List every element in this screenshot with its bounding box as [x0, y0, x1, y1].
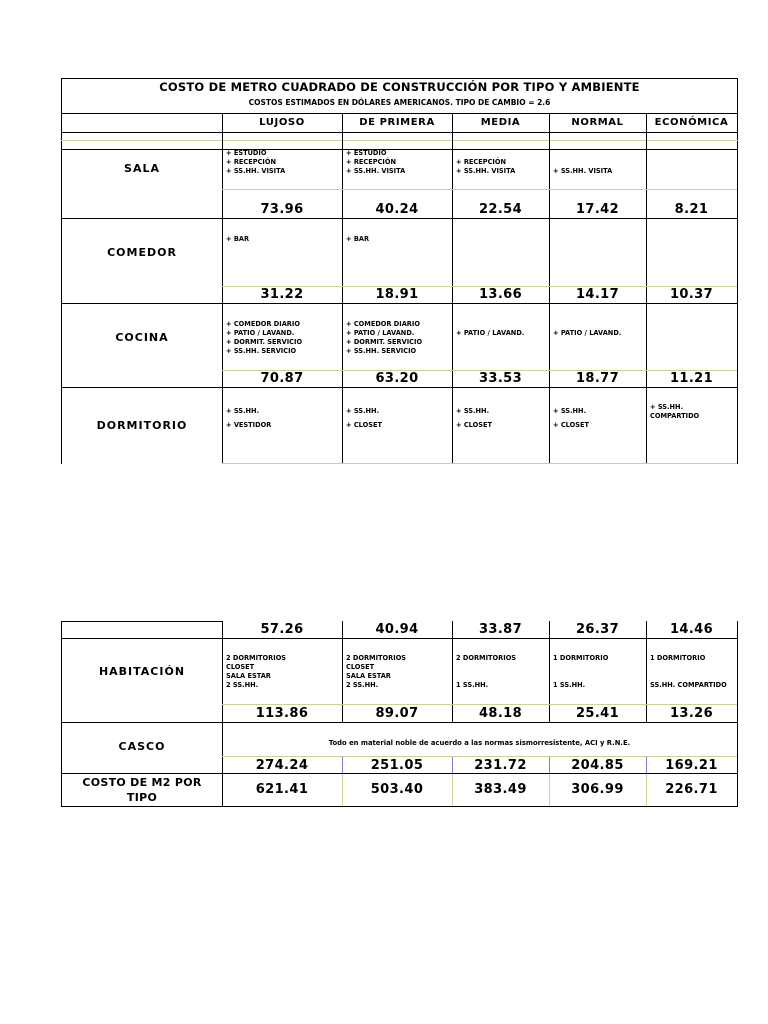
dormitorio-media-value: 33.87 [478, 622, 523, 637]
total-economica-value: 226.71 [665, 782, 718, 797]
casco-normal-value: 204.85 [571, 758, 624, 773]
sala-primera-value: 40.24 [375, 202, 419, 217]
comedor-normal-value: 14.17 [575, 287, 620, 302]
column-header-de-primera: DE PRIMERA [359, 117, 435, 128]
habitacion-primera-features: 2 DORMITORIOS CLOSET SALA ESTAR 2 SS.HH. [346, 654, 407, 689]
dormitorio-media-features: + SS.HH. + CLOSET [456, 407, 492, 429]
cocina-normal-features: + PATIO / LAVAND. [553, 329, 622, 337]
casco-economica-value: 169.21 [665, 758, 718, 773]
sala-lujoso-features: + ESTUDIO + RECEPCIÓN + SS.HH. VISITA [226, 149, 286, 175]
casco-lujoso-value: 274.24 [255, 758, 309, 773]
sala-media-value: 22.54 [478, 202, 523, 217]
comedor-lujoso-features: + BAR [226, 235, 250, 243]
cocina-lujoso-value: 70.87 [260, 371, 304, 386]
habitacion-economica-features: 1 DORMITORIO SS.HH. COMPARTIDO [650, 654, 727, 689]
dormitorio-economica-features: + SS.HH. COMPARTIDO [650, 403, 700, 420]
habitacion-primera-value: 89.07 [375, 706, 419, 721]
comedor-economica-value: 10.37 [669, 287, 714, 302]
comedor-primera-value: 18.91 [375, 287, 419, 302]
column-header-normal: NORMAL [571, 117, 624, 128]
table-subtitle: COSTOS ESTIMADOS EN DÓLARES AMERICANOS. TIPO DE CAMBIO = 2.6 [248, 98, 551, 107]
total-primera-value: 503.40 [370, 782, 424, 797]
sala-primera-features: + ESTUDIO + RECEPCIÓN + SS.HH. VISITA [346, 149, 406, 175]
casco-note: Todo en material noble de acuerdo a las normas sismorresistente, ACI y R.N.E. [328, 739, 631, 747]
cocina-media-features: + PATIO / LAVAND. [456, 329, 525, 337]
dormitorio-lujoso-value: 57.26 [260, 622, 304, 637]
habitacion-normal-value: 25.41 [575, 706, 620, 721]
cocina-economica-value: 11.21 [669, 371, 714, 386]
row-label-habitacion: HABITACIÓN [98, 665, 186, 678]
row-label-dormitorio: DORMITORIO [96, 419, 188, 432]
column-header-economica: ECONÓMICA [654, 117, 729, 128]
habitacion-media-features: 2 DORMITORIOS 1 SS.HH. [456, 654, 517, 689]
dormitorio-normal-value: 26.37 [575, 622, 620, 637]
habitacion-normal-features: 1 DORMITORIO 1 SS.HH. [553, 654, 609, 689]
comedor-media-value: 13.66 [478, 287, 523, 302]
dormitorio-lujoso-features: + SS.HH. + VESTIDOR [226, 407, 272, 429]
sala-lujoso-value: 73.96 [260, 202, 304, 217]
habitacion-lujoso-value: 113.86 [255, 706, 309, 721]
cocina-media-value: 33.53 [478, 371, 523, 386]
casco-primera-value: 251.05 [370, 758, 424, 773]
cocina-normal-value: 18.77 [575, 371, 620, 386]
dormitorio-primera-features: + SS.HH. + CLOSET [346, 407, 382, 429]
sala-economica-value: 8.21 [674, 202, 709, 217]
cocina-primera-value: 63.20 [375, 371, 419, 386]
habitacion-media-value: 48.18 [478, 706, 523, 721]
dormitorio-economica-value: 14.46 [669, 622, 714, 637]
column-header-media: MEDIA [480, 117, 521, 128]
habitacion-lujoso-features: 2 DORMITORIOS CLOSET SALA ESTAR 2 SS.HH. [226, 654, 287, 689]
total-media-value: 383.49 [474, 782, 527, 797]
comedor-primera-features: + BAR [346, 235, 370, 243]
cocina-primera-features: + COMEDOR DIARIO + PATIO / LAVAND. + DORMIT. SERVICIO + SS.HH. SERVICIO [346, 320, 423, 355]
sala-normal-features: + SS.HH. VISITA [553, 167, 613, 175]
column-header-lujoso: LUJOSO [259, 117, 305, 128]
habitacion-economica-value: 13.26 [669, 706, 714, 721]
table-title: COSTO DE METRO CUADRADO DE CONSTRUCCIÓN POR TIPO Y AMBIENTE [159, 80, 640, 94]
row-label-comedor: COMEDOR [107, 246, 177, 259]
dormitorio-primera-value: 40.94 [375, 622, 419, 637]
row-label-sala: SALA [124, 162, 160, 175]
comedor-lujoso-value: 31.22 [260, 287, 304, 302]
total-normal-value: 306.99 [571, 782, 624, 797]
row-label-cocina: COCINA [115, 331, 169, 344]
sala-normal-value: 17.42 [575, 202, 620, 217]
casco-media-value: 231.72 [474, 758, 527, 773]
dormitorio-normal-features: + SS.HH. + CLOSET [553, 407, 589, 429]
cocina-lujoso-features: + COMEDOR DIARIO + PATIO / LAVAND. + DORMIT. SERVICIO + SS.HH. SERVICIO [226, 320, 303, 355]
total-lujoso-value: 621.41 [255, 782, 309, 797]
sala-media-features: + RECEPCIÓN + SS.HH. VISITA [456, 158, 516, 175]
row-label-total: COSTO DE M2 POR TIPO [82, 776, 202, 804]
row-label-casco: CASCO [118, 740, 166, 753]
